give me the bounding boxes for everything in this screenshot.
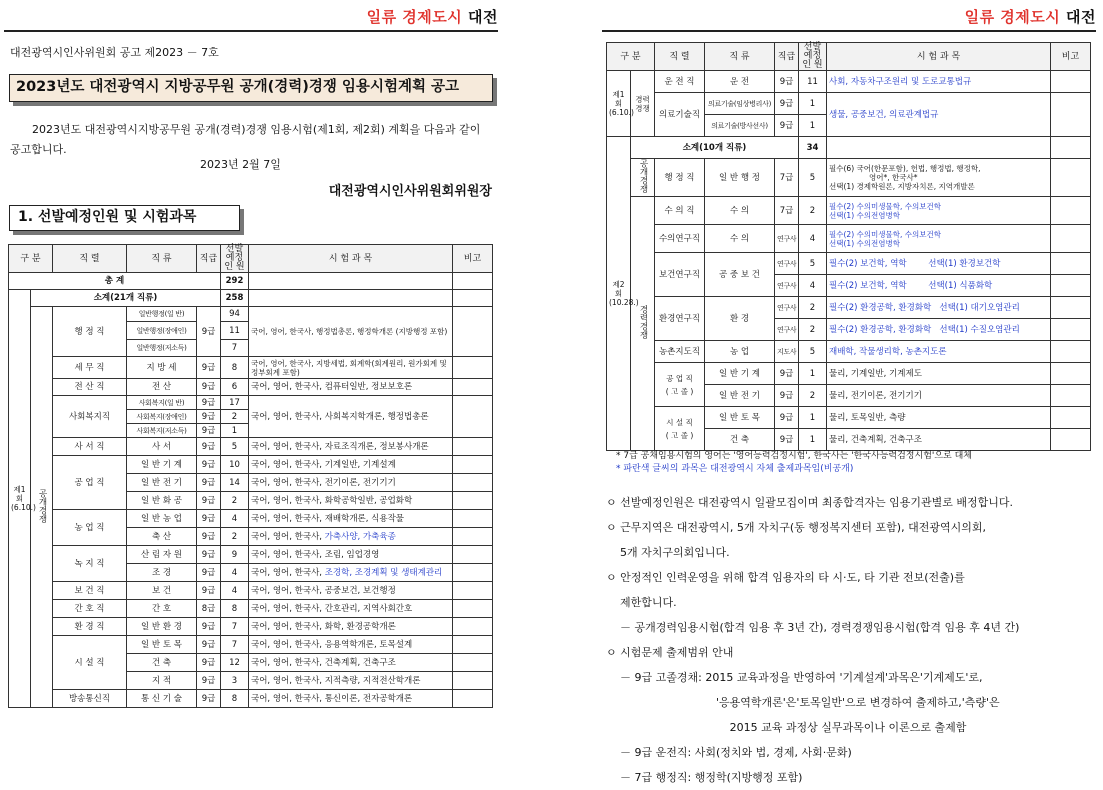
jr-cell: 간 호 직 — [53, 600, 127, 618]
jy-cell: 일 반 화 공 — [127, 492, 197, 510]
header-bigo: 비고 — [1051, 43, 1091, 71]
subjects-cell: 국어, 영어, 한국사, 자료조직개론, 정보봉사개론 — [249, 438, 453, 456]
grade-cell: 9급 — [197, 410, 221, 424]
table-row — [9, 618, 493, 636]
jy-cell: 공 중 보 건 — [705, 253, 775, 297]
count-cell: 10 — [221, 456, 249, 474]
subjects-cell: 국어, 영어, 한국사, 컴퓨터일반, 정보보호론 — [249, 379, 453, 396]
header-jikgeup: 직급 — [197, 245, 221, 273]
grade-cell: 9급 — [197, 396, 221, 410]
grade-cell: 9급 — [197, 438, 221, 456]
type-open: 공개경쟁 — [638, 159, 648, 193]
bullet-exam-scope-1b: '응용역학개론'은'토목일반'으로 변경하여 출제하고,'측량'은 — [716, 696, 1000, 709]
subjects-cell: 국어, 영어, 한국사, 화학, 환경공학개론 — [249, 618, 453, 636]
count-cell: 4 — [221, 510, 249, 528]
jy-cell: 사회복지(장애인) — [127, 410, 197, 424]
subjects-cell: 국어, 영어, 한국사, 응용역학개론, 토목설계 — [249, 636, 453, 654]
jy-cell: 지 방 세 — [127, 357, 197, 379]
count-cell: 2 — [799, 319, 827, 341]
table-header-row — [607, 43, 1091, 71]
table-row — [607, 93, 1091, 115]
jy-cell: 일 반 전 기 — [127, 474, 197, 492]
subjects-cell: 필수(2) 보건학, 역학 선택(1) 환경보건학 — [827, 253, 1051, 275]
count-cell: 5 — [799, 341, 827, 363]
jr-cell: 사 서 직 — [53, 438, 127, 456]
grade-cell: 연구사 — [775, 225, 799, 253]
jy-cell: 일반행정(저소득) — [127, 340, 197, 357]
subtotal-value: 258 — [221, 290, 249, 307]
table-row — [9, 636, 493, 654]
count-cell: 7 — [221, 340, 249, 357]
table-row — [607, 225, 1091, 253]
jr-cell: 공 업 직 ( 고 졸 ) — [655, 363, 705, 407]
header-jikryeol: 직 렬 — [655, 43, 705, 71]
round-1-label: 제1회 (6.10.) — [9, 290, 31, 708]
table-row — [607, 297, 1091, 319]
table-row — [9, 438, 493, 456]
subjects-cell: 필수(2) 환경공학, 환경화학 선택(1) 대기오염관리 — [827, 297, 1051, 319]
jr-cell: 시 설 직 ( 고 졸 ) — [655, 407, 705, 451]
grade-cell: 7급 — [775, 197, 799, 225]
header-count: 선발예정 인 원 — [221, 245, 249, 273]
grade-cell: 9급 — [197, 690, 221, 708]
count-cell: 8 — [221, 357, 249, 379]
grade-cell: 지도사 — [775, 341, 799, 363]
subjects-cell: 필수(2) 보건학, 역학 선택(1) 식품화학 — [827, 275, 1051, 297]
bullet-work-area: ㅇ 근무지역은 대전광역시, 5개 자치구(동 행정복지센터 포함), 대전광역시의회, — [606, 521, 986, 534]
jr-cell: 행 정 직 — [53, 307, 127, 357]
count-cell: 2 — [799, 385, 827, 407]
subjects-cell: 국어, 영어, 한국사, 지적측량, 지적전산학개론 — [249, 672, 453, 690]
subjects-cell: 국어, 영어, 한국사, 통신이론, 전자공학개론 — [249, 690, 453, 708]
left-page — [0, 0, 500, 777]
count-cell: 5 — [799, 159, 827, 197]
count-cell: 2 — [221, 528, 249, 546]
grade-cell: 8급 — [197, 600, 221, 618]
jy-cell: 지 적 — [127, 672, 197, 690]
header-jikryeol: 직 렬 — [53, 245, 127, 273]
table-row — [9, 307, 493, 322]
grade-cell: 9급 — [197, 582, 221, 600]
jy-cell: 의료기술(임상병리사) — [705, 93, 775, 115]
count-cell: 94 — [221, 307, 249, 322]
type-career: 경력경쟁 — [631, 71, 655, 137]
notice-title: 2023년도 대전광역시 지방공무원 공개(경력)경쟁 임용시험계획 공고 — [9, 74, 493, 102]
jr-cell: 수 의 직 — [655, 197, 705, 225]
subjects-cell: 국어, 영어, 한국사, 전기이론, 전기기기 — [249, 474, 453, 492]
bullet-exam-scope-1c: 2015 교육 과정상 실무과목이나 이론으로 출제함 — [729, 721, 967, 734]
jr-cell: 보 건 직 — [53, 582, 127, 600]
table-row — [607, 253, 1091, 275]
jy-cell: 수 의 — [705, 197, 775, 225]
jy-cell: 축 산 — [127, 528, 197, 546]
subjects-cell: 필수(2) 수의미생물학, 수의보건학 선택(1) 수의전염병학 — [827, 225, 1051, 253]
bullet-assignment: ㅇ 선발예정인원은 대전광역시 일괄모집이며 최종합격자는 임용기관별로 배정합니다. — [606, 496, 1014, 509]
table-row — [9, 379, 493, 396]
jr-cell: 농 업 직 — [53, 510, 127, 546]
table-row — [9, 582, 493, 600]
grade-cell: 9급 — [775, 429, 799, 451]
jy-cell: 일 반 토 목 — [127, 636, 197, 654]
jy-cell: 건 축 — [705, 429, 775, 451]
count-cell: 3 — [221, 672, 249, 690]
count-cell: 9 — [221, 546, 249, 564]
count-cell: 1 — [221, 424, 249, 438]
table-row — [9, 690, 493, 708]
jr-cell: 행 정 직 — [655, 159, 705, 197]
header-jikryu: 직 류 — [127, 245, 197, 273]
grade-cell: 연구사 — [775, 253, 799, 275]
type-career: 경력경쟁 — [638, 305, 648, 339]
header-bigo: 비고 — [453, 245, 493, 273]
total-label: 총 계 — [9, 273, 221, 290]
jr-cell: 사회복지직 — [53, 396, 127, 438]
count-cell: 11 — [221, 322, 249, 340]
round-2-label: 제2회 (10.28.) — [607, 137, 631, 451]
jy-cell: 간 호 — [127, 600, 197, 618]
subjects-cell: 국어, 영어, 한국사, 조경학, 조경계획 및 생태계관리 — [249, 564, 453, 582]
count-cell: 2 — [799, 197, 827, 225]
guidance-bullets — [606, 490, 1090, 790]
table-row — [9, 510, 493, 528]
count-cell: 2 — [799, 297, 827, 319]
table-header-row — [9, 245, 493, 273]
subjects-cell: 물리, 기계일반, 기계제도 — [827, 363, 1051, 385]
count-cell: 2 — [221, 492, 249, 510]
jy-cell: 일 반 환 경 — [127, 618, 197, 636]
grade-cell: 9급 — [197, 618, 221, 636]
subtotal-row — [607, 137, 1091, 159]
jy-cell: 사 서 — [127, 438, 197, 456]
grade-cell: 7급 — [775, 159, 799, 197]
subtotal-value: 34 — [799, 137, 827, 159]
grade-cell: 9급 — [775, 93, 799, 115]
count-cell: 5 — [221, 438, 249, 456]
jr-cell: 전 산 직 — [53, 379, 127, 396]
count-cell: 4 — [799, 275, 827, 297]
count-cell: 8 — [221, 600, 249, 618]
count-cell: 14 — [221, 474, 249, 492]
subjects-cell: 국어, 영어, 한국사, 재배학개론, 식용작물 — [249, 510, 453, 528]
grade-cell: 9급 — [197, 379, 221, 396]
bullet-exam-scope: ㅇ 시험문제 출제범위 안내 — [606, 646, 734, 659]
jy-cell: 환 경 — [705, 297, 775, 341]
grade-cell: 9급 — [197, 564, 221, 582]
jy-cell: 수 의 — [705, 225, 775, 253]
table-row — [9, 456, 493, 474]
section-heading: 1. 선발예정인원 및 시험과목 — [9, 205, 240, 231]
grade-cell: 9급 — [775, 363, 799, 385]
grade-cell: 연구사 — [775, 297, 799, 319]
jy-cell: 사회복지(일 반) — [127, 396, 197, 410]
table-row — [607, 197, 1091, 225]
jr-cell: 환경연구직 — [655, 297, 705, 341]
table-row — [607, 363, 1091, 385]
jy-cell: 일 반 행 정 — [705, 159, 775, 197]
note-english-history: * 7급 공채임용시험의 영어는 '영어능력검정시험', 한국사는 '한국사능력검정시험'으로 대체 — [616, 451, 972, 461]
count-cell: 1 — [799, 429, 827, 451]
table-row — [9, 546, 493, 564]
note-blue-subjects: * 파란색 글씨의 과목은 대전광역시 자체 출제과목임(비공개) — [616, 464, 854, 474]
subtotal-label: 소계(10개 직류) — [631, 137, 799, 159]
count-cell: 1 — [799, 93, 827, 115]
subjects-cell: 국어, 영어, 한국사, 사회복지학개론, 행정법총론 — [249, 396, 453, 438]
subtotal-label: 소계(21개 직류) — [31, 290, 221, 307]
count-cell: 4 — [799, 225, 827, 253]
jy-cell: 운 전 — [705, 71, 775, 93]
table-row — [607, 407, 1091, 429]
grade-cell: 9급 — [775, 71, 799, 93]
subjects-cell: 필수(2) 수의미생물학, 수의보건학 선택(1) 수의전염병학 — [827, 197, 1051, 225]
jy-cell: 보 건 — [127, 582, 197, 600]
table-row — [607, 71, 1091, 93]
count-cell: 12 — [221, 654, 249, 672]
table-row — [607, 341, 1091, 363]
header-gubun: 구 분 — [607, 43, 655, 71]
header-jikryu: 직 류 — [705, 43, 775, 71]
grade-cell: 9급 — [775, 115, 799, 137]
signer: 대전광역시인사위원회위원장 — [328, 184, 492, 199]
intro-paragraph: 2023년도 대전광역시지방공무원 공개(경력)경쟁 임용시험(제1회, 제2회) 계획을 다음과 같이 공고합니다. — [10, 123, 481, 156]
count-cell: 2 — [221, 410, 249, 424]
total-value: 292 — [221, 273, 249, 290]
subjects-cell: 생물, 공중보건, 의료관계법규 — [827, 93, 1051, 137]
subjects-cell: 국어, 영어, 한국사, 조림, 임업경영 — [249, 546, 453, 564]
bullet-exam-scope-1: － 9급 고졸경채: 2015 교육과정을 반영하여 '기계설계'과목은'기계제도'로, — [620, 671, 983, 684]
count-cell: 6 — [221, 379, 249, 396]
table-row — [607, 159, 1091, 197]
jr-cell: 녹 지 직 — [53, 546, 127, 582]
bullet-transfer-limit: ㅇ 안정적인 인력운영을 위해 합격 임용자의 타 시·도, 타 기관 전보(전출)를 — [606, 571, 965, 584]
jy-cell: 일 반 기 계 — [705, 363, 775, 385]
jy-cell: 의료기술(방사선사) — [705, 115, 775, 137]
jr-cell: 세 무 직 — [53, 357, 127, 379]
count-cell: 5 — [799, 253, 827, 275]
jy-cell: 사회복지(저소득) — [127, 424, 197, 438]
grade-cell: 연구사 — [775, 275, 799, 297]
grade-cell: 연구사 — [775, 319, 799, 341]
jy-cell: 일반행정(장애인) — [127, 322, 197, 340]
right-page — [598, 0, 1098, 784]
jr-cell: 의료기술직 — [655, 93, 705, 137]
subjects-cell: 국어, 영어, 한국사, 지방세법, 회계학(회계원리, 원가회계 및 정부회계 포함) — [249, 357, 453, 379]
jr-cell: 방송통신직 — [53, 690, 127, 708]
header-count: 선발예정 인 원 — [799, 43, 827, 71]
jr-cell: 농촌지도직 — [655, 341, 705, 363]
city-slogan-banner: 일류 경제도시 대전 — [366, 8, 498, 26]
bullet-transfer-periods: － 공개경력임용시험(합격 임용 후 3년 간), 경력경쟁임용시험(합격 임용 후 4년 간) — [620, 621, 1020, 634]
round-1-label: 제1회 (6.10.) — [607, 71, 631, 137]
subjects-cell: 국어, 영어, 한국사, 건축계획, 건축구조 — [249, 654, 453, 672]
grade-cell: 9급 — [775, 385, 799, 407]
jr-cell: 공 업 직 — [53, 456, 127, 510]
jy-cell: 농 업 — [705, 341, 775, 363]
count-cell: 11 — [799, 71, 827, 93]
subjects-cell: 국어, 영어, 한국사, 화학공학일반, 공업화학 — [249, 492, 453, 510]
type-open: 공개경쟁 — [37, 488, 47, 523]
recruit-table-2 — [606, 42, 1091, 451]
bullet-exam-scope-2: － 9급 운전직: 사회(정치와 법, 경제, 사회·문화) — [620, 746, 852, 759]
subjects-cell: 필수(2) 환경공학, 환경화학 선택(1) 수질오염관리 — [827, 319, 1051, 341]
jy-cell: 통 신 기 술 — [127, 690, 197, 708]
subjects-cell: 물리, 토목일반, 측량 — [827, 407, 1051, 429]
table-row — [9, 396, 493, 410]
notice-reference: 대전광역시인사위원회 공고 제2023 － 7호 — [10, 46, 219, 59]
jy-cell: 전 산 — [127, 379, 197, 396]
count-cell: 4 — [221, 582, 249, 600]
city-slogan-banner: 일류 경제도시 대전 — [964, 8, 1096, 26]
jy-cell: 일 반 기 계 — [127, 456, 197, 474]
header-gubun: 구 분 — [9, 245, 53, 273]
count-cell: 7 — [221, 636, 249, 654]
grade-cell: 9급 — [197, 307, 221, 357]
grade-cell: 9급 — [197, 510, 221, 528]
notice-date: 2023년 2월 7일 — [200, 158, 281, 171]
subjects-cell: 국어, 영어, 한국사, 공중보건, 보건행정 — [249, 582, 453, 600]
jr-cell: 수의연구직 — [655, 225, 705, 253]
grade-cell: 9급 — [197, 636, 221, 654]
subjects-cell: 재배학, 작물생리학, 농촌지도론 — [827, 341, 1051, 363]
header-subjects: 시 험 과 목 — [827, 43, 1051, 71]
subjects-cell: 물리, 건축계획, 건축구조 — [827, 429, 1051, 451]
subjects-cell: 국어, 영어, 한국사, 기계일반, 기계설계 — [249, 456, 453, 474]
grade-cell: 9급 — [197, 654, 221, 672]
table-row — [9, 357, 493, 379]
header-subjects: 시 험 과 목 — [249, 245, 453, 273]
jr-cell: 시 설 직 — [53, 636, 127, 690]
count-cell: 17 — [221, 396, 249, 410]
jy-cell: 건 축 — [127, 654, 197, 672]
subjects-cell: 국어, 영어, 한국사, 행정법총론, 행정학개론 (지방행정 포함) — [249, 307, 453, 357]
grade-cell: 9급 — [197, 474, 221, 492]
jr-cell: 운 전 직 — [655, 71, 705, 93]
count-cell: 1 — [799, 407, 827, 429]
grade-cell: 9급 — [775, 407, 799, 429]
subjects-cell: 국어, 영어, 한국사, 간호관리, 지역사회간호 — [249, 600, 453, 618]
header-rule — [4, 30, 498, 32]
jy-cell: 일 반 토 목 — [705, 407, 775, 429]
bullet-transfer-limit-cont: 제한합니다. — [620, 596, 677, 609]
jy-cell: 조 경 — [127, 564, 197, 582]
grade-cell: 9급 — [197, 424, 221, 438]
count-cell: 8 — [221, 690, 249, 708]
header-jikgeup: 직급 — [775, 43, 799, 71]
subjects-cell: 국어, 영어, 한국사, 가축사양, 가축육종 — [249, 528, 453, 546]
subtotal-row — [9, 290, 493, 307]
subjects-cell: 필수(6) 국어(한문포함), 헌법, 행정법, 행정학, 영어*, 한국사* 선택(1) 경제학원론, 지방자치론, 지역개발론 — [827, 159, 1051, 197]
header-rule — [602, 30, 1096, 32]
table-row — [9, 600, 493, 618]
grade-cell: 9급 — [197, 546, 221, 564]
bullet-work-area-cont: 5개 자치구의회입니다. — [620, 546, 730, 559]
grade-cell: 9급 — [197, 672, 221, 690]
grade-cell: 9급 — [197, 357, 221, 379]
count-cell: 7 — [221, 618, 249, 636]
subjects-cell: 사회, 자동차구조원리 및 도로교통법규 — [827, 71, 1051, 93]
jy-cell: 산 림 자 원 — [127, 546, 197, 564]
jr-cell: 환 경 직 — [53, 618, 127, 636]
count-cell: 4 — [221, 564, 249, 582]
total-row — [9, 273, 493, 290]
recruit-table-1 — [8, 244, 493, 708]
grade-cell: 9급 — [197, 528, 221, 546]
jy-cell: 일반행정(일 반) — [127, 307, 197, 322]
count-cell: 1 — [799, 363, 827, 385]
grade-cell: 9급 — [197, 456, 221, 474]
jy-cell: 일 반 전 기 — [705, 385, 775, 407]
count-cell: 1 — [799, 115, 827, 137]
bullet-exam-scope-3: － 7급 행정직: 행정학(지방행정 포함) — [620, 771, 803, 784]
subjects-cell: 물리, 전기이론, 전기기기 — [827, 385, 1051, 407]
jr-cell: 보건연구직 — [655, 253, 705, 297]
table-notes — [616, 450, 1086, 476]
grade-cell: 9급 — [197, 492, 221, 510]
jy-cell: 일 반 농 업 — [127, 510, 197, 528]
